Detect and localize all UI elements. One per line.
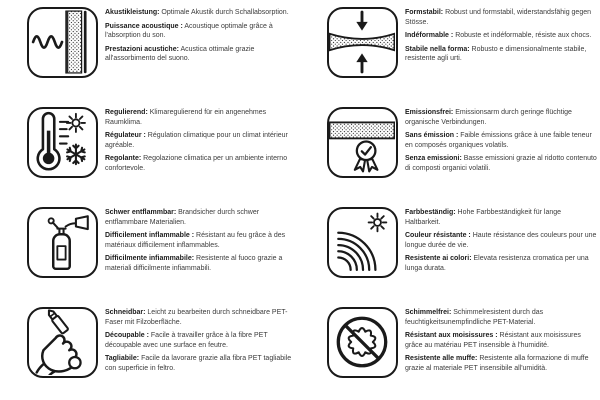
paragraph-fr: Régulateur : Régulation climatique pour un climat intérieur agréable. [105,132,288,149]
paragraph-it: Regolante: Regolazione climatica per un ambiente interno confortevole. [105,155,288,172]
shape-stability-icon [329,9,395,75]
paragraph-it: Tagliabile: Facile da lavorare grazie alla fibra PET tagliabile con superficie in feltro. [105,355,292,372]
icon-frame [27,107,98,178]
paragraph-de: Schwer entflammbar: Brandsicher durch schwer entflammbare Materialien. [105,209,260,226]
paragraph-de: Regulierend: Klimaregulierend für ein angenehmes Raumklima. [105,109,267,126]
icon-frame [327,307,398,378]
feature-block-shape-stability [300,0,600,100]
paragraph-it: Prestazioni acustiche: Acustica ottimale grazie all'assorbimento del suono. [105,45,255,62]
feature-text [405,106,598,177]
feature-text [105,6,298,68]
paragraph-it: Stabile nella forma: Robusto e dimensionalmente stabile, resistente agli urti. [405,45,587,62]
sound-absorption-icon [29,9,95,75]
paragraph-de: Schneidbar: Leicht zu bearbeiten durch schneidbare PET-Faser mit Filzoberfläche. [105,309,288,326]
icon-frame [27,207,98,278]
paragraph-fr: Découpable : Facile à travailler grâce à la fibre PET découpable avec une surface en feutre. [105,332,268,349]
cutter-hand-icon [29,309,95,375]
paragraph-it: Difficilmente infiammabile: Resistente al fuoco grazie a materiali difficilmente infiammabili. [105,255,283,272]
color-fastness-icon [329,209,395,275]
feature-text [105,106,298,177]
feature-text [405,6,598,68]
paragraph-fr: Sans émission : Faible émissions grâce à une faible teneur en composés organiques volatils. [405,132,592,149]
icon-frame [327,7,398,78]
feature-text [405,306,598,377]
paragraph-it: Resistente ai colori: Elevata resistenza cromatica per una lunga durata. [405,255,589,272]
icon-frame [327,107,398,178]
icon-frame [27,7,98,78]
emission-free-icon [329,109,395,175]
feature-text [405,206,598,277]
paragraph-de: Formstabil: Robust und formstabil, widerstandsfähig gegen Stösse. [405,9,591,26]
feature-block-colorfast [300,200,600,300]
no-mold-icon [329,309,395,375]
feature-block-mold [300,300,600,400]
paragraph-de: Akustikleistung: Optimale Akustik durch Schallabsorption. [105,9,289,16]
paragraph-it: Resistente alle muffe: Resistente alla formazione di muffe grazie al materiale PET insensibile all'umidità. [405,355,589,372]
paragraph-it: Senza emissioni: Basse emissioni grazie al ridotto contenuto di composti organici volatili. [405,155,597,172]
icon-frame [327,207,398,278]
feature-block-climate [0,100,300,200]
climate-regulation-icon [29,109,95,175]
icon-frame [27,307,98,378]
feature-text [105,206,298,277]
paragraph-de: Farbbeständig: Hohe Farbbeständigkeit für lange Haltbarkeit. [405,209,562,226]
paragraph-fr: Puissance acoustique : Acoustique optimale grâce à l'absorption du son. [105,22,273,39]
feature-block-flame [0,200,300,300]
paragraph-fr: Indéformable : Robuste et indéformable, résiste aux chocs. [405,32,592,39]
fire-extinguisher-icon [29,209,95,275]
paragraph-de: Emissionsfrei: Emissionsarm durch geringe flüchtige organische Verbindungen. [405,109,572,126]
feature-text [105,306,298,377]
paragraph-fr: Résistant aux moisissures : Résistant aux moisissures grâce au matériau PET insensible à l'humidité. [405,332,581,349]
feature-block-cuttable [0,300,300,400]
paragraph-de: Schimmelfrei: Schimmelresistent durch das feuchtigkeitsunempfindliche PET-Material. [405,309,544,326]
paragraph-fr: Couleur résistante : Haute résistance des couleurs pour une longue durée de vie. [405,232,597,249]
feature-block-emission [300,100,600,200]
feature-block-acoustic [0,0,300,100]
paragraph-fr: Difficilement inflammable : Résistant au feu grâce à des matériaux difficilement inflammables. [105,232,286,249]
